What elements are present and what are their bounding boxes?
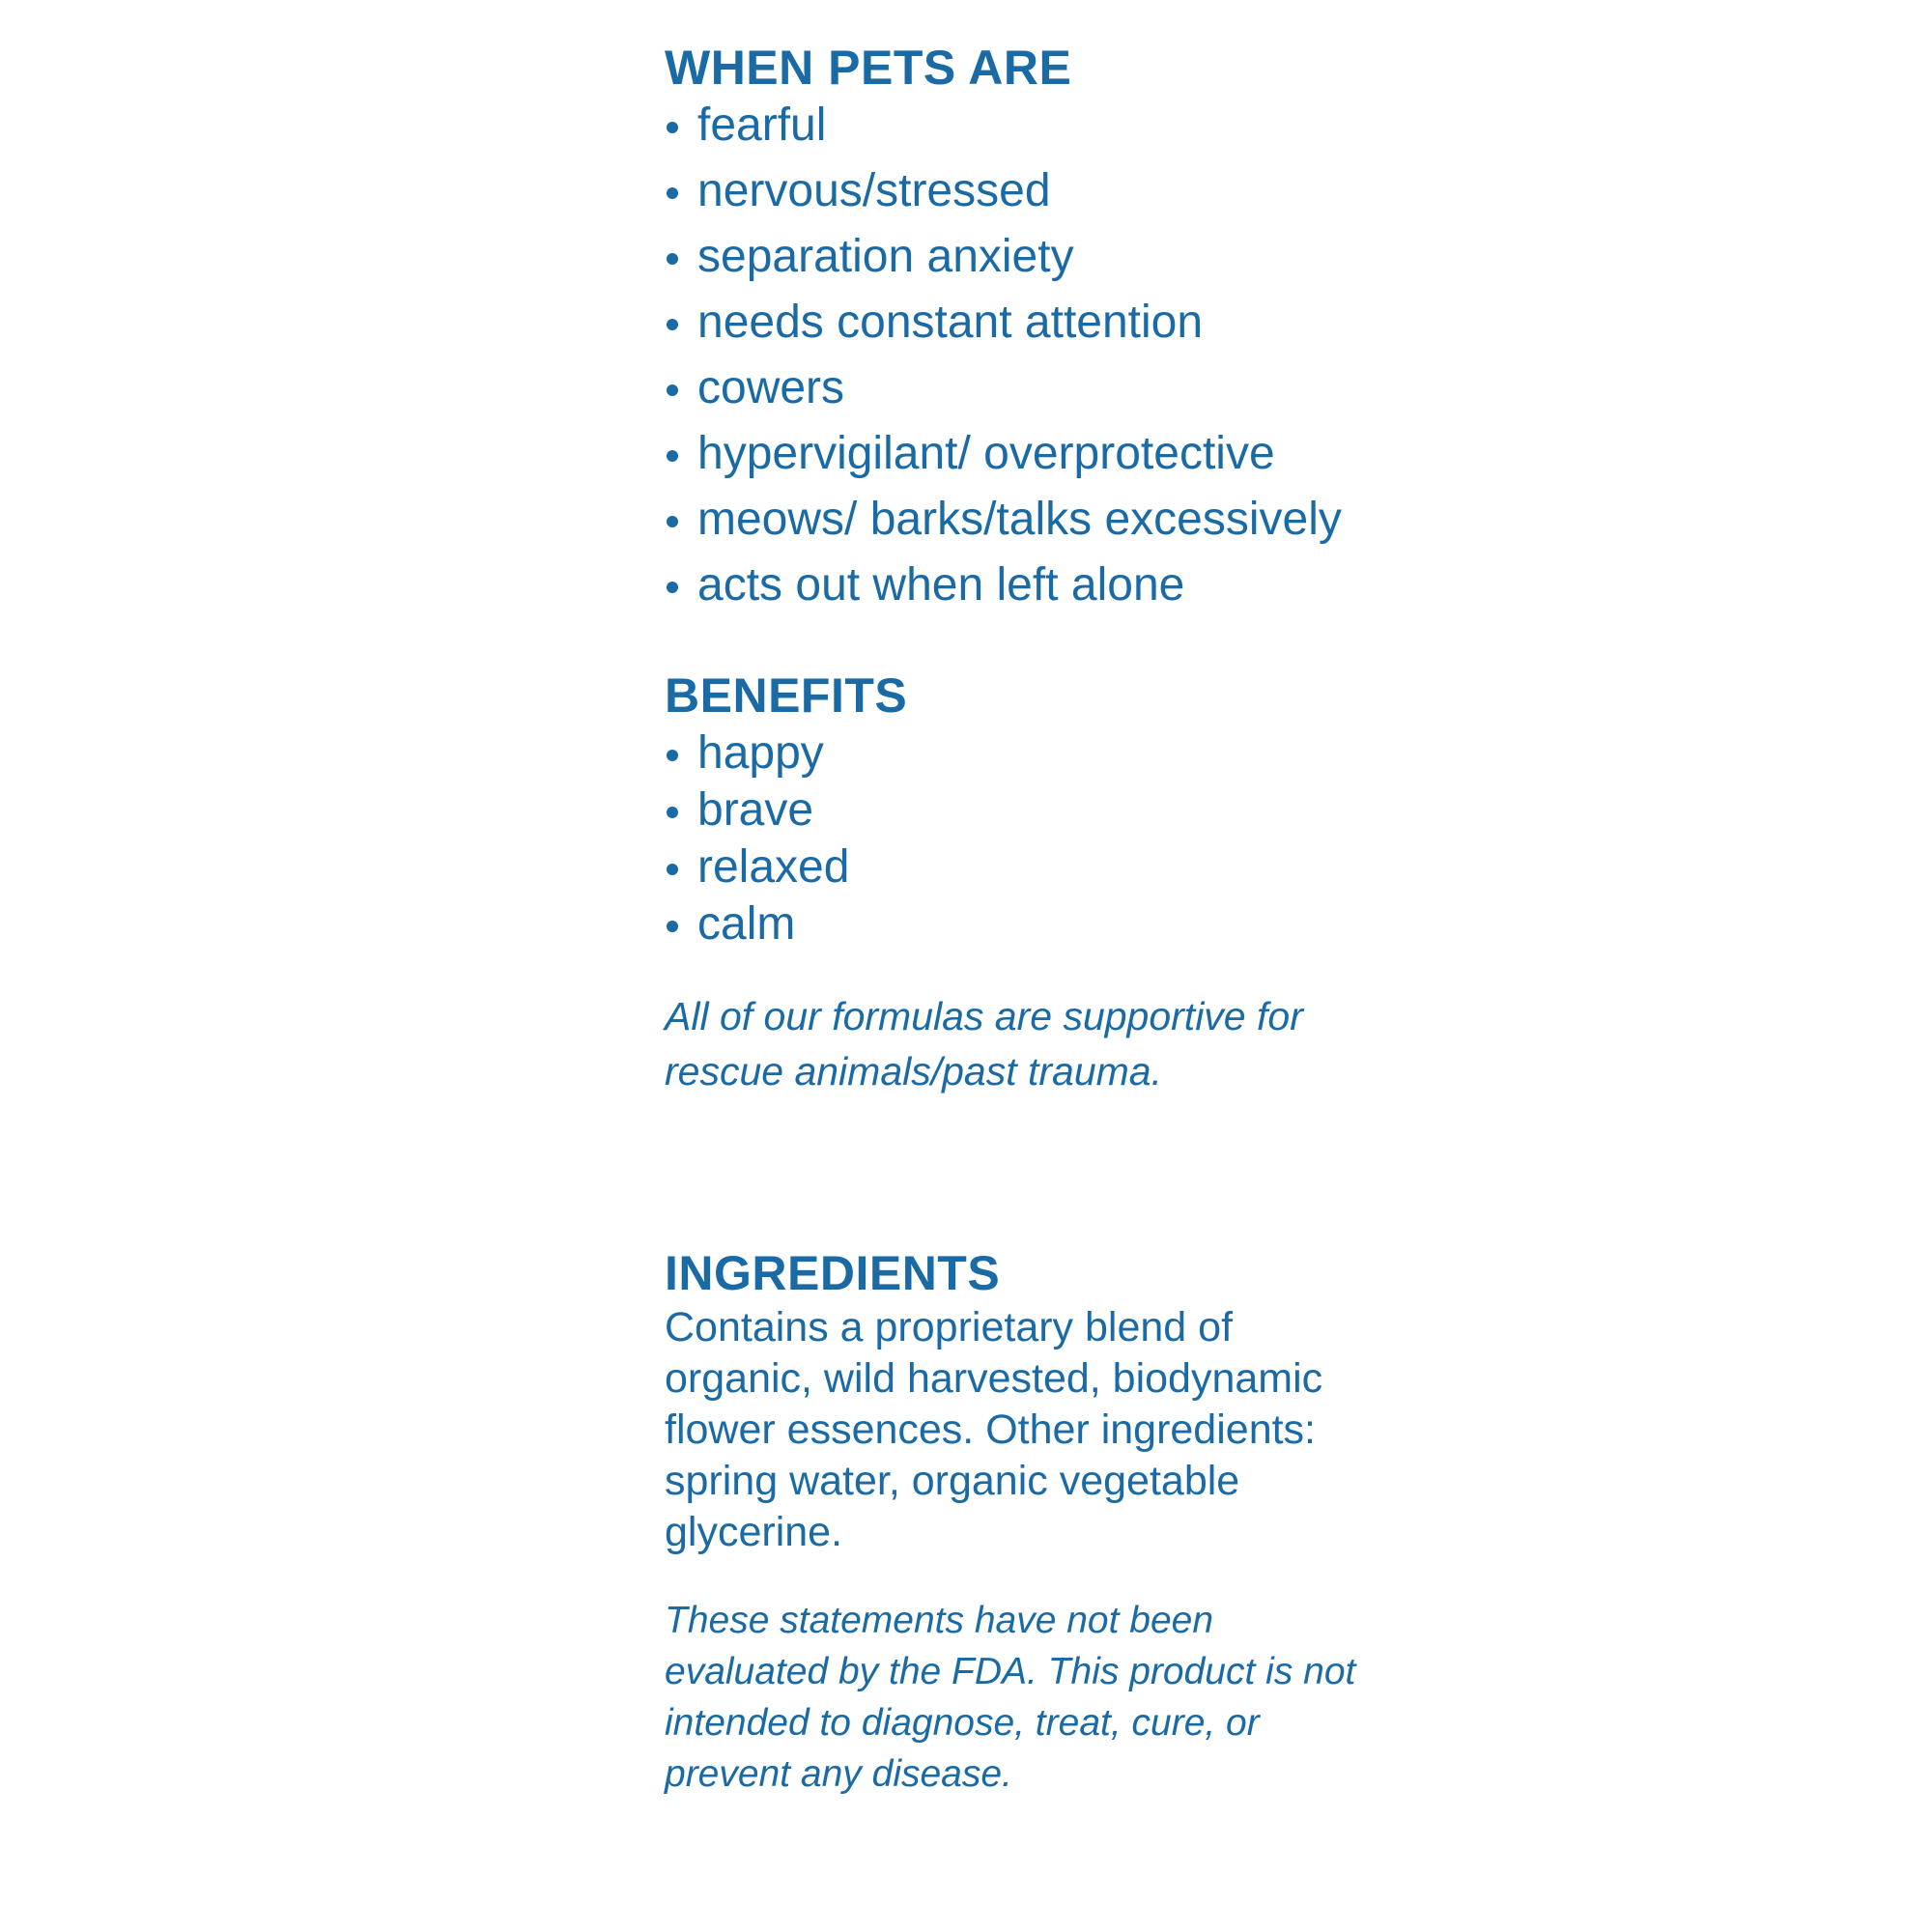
- list-item-text: cowers: [697, 362, 845, 413]
- list-item: [665, 425, 1360, 483]
- list-item: [665, 97, 1360, 155]
- list-item-text: relaxed: [697, 841, 850, 893]
- bullet-icon: [667, 450, 678, 462]
- bullet-icon: [667, 516, 678, 527]
- list-item-text: calm: [697, 898, 796, 950]
- list-item: [665, 228, 1360, 286]
- benefits-heading: BENEFITS: [665, 668, 908, 723]
- list-item-text: meows/ barks/talks excessively: [697, 494, 1342, 545]
- list-item-text: hypervigilant/ overprotective: [697, 428, 1275, 479]
- list-item: [665, 838, 1360, 895]
- benefits-list: [665, 724, 1360, 952]
- fda-disclaimer: These statements have not been evaluated by the FDA. This product is not intended to diagnose, treat, cure, or prevent any disease.: [665, 1600, 1356, 1795]
- list-item-text: happy: [697, 727, 824, 779]
- ingredients-heading: INGREDIENTS: [665, 1246, 1001, 1300]
- bullet-icon: [667, 187, 678, 199]
- bullet-icon: [667, 750, 678, 761]
- bullet-icon: [667, 807, 678, 818]
- rescue-note: All of our formulas are supportive for rescue animals/past trauma.: [665, 994, 1303, 1094]
- list-item: [665, 895, 1360, 952]
- spacer: [665, 622, 1360, 667]
- list-item: [665, 724, 1360, 781]
- list-item-text: needs constant attention: [697, 297, 1204, 348]
- bullet-icon: [667, 864, 678, 875]
- list-item: [665, 359, 1360, 417]
- list-item: [665, 556, 1360, 614]
- when-pets-are-heading: WHEN PETS ARE: [665, 41, 1072, 95]
- bullet-icon: [667, 319, 678, 330]
- ingredients-text: Contains a proprietary blend of organic, wild harvested, biodynamic flower essences. Other ingredients: spring water, organic vegetable glycerine.: [665, 1304, 1323, 1555]
- bullet-icon: [667, 384, 678, 396]
- list-item: [665, 491, 1360, 549]
- list-item: [665, 162, 1360, 220]
- bullet-icon: [667, 122, 678, 133]
- list-item-text: separation anxiety: [697, 231, 1074, 282]
- list-item: [665, 294, 1360, 352]
- when-pets-are-list: [665, 97, 1360, 614]
- bullet-icon: [667, 253, 678, 265]
- bullet-icon: [667, 582, 678, 593]
- product-label-panel: [665, 39, 1360, 1800]
- list-item-text: brave: [697, 784, 814, 836]
- spacer: [665, 1099, 1360, 1244]
- bullet-icon: [667, 921, 678, 932]
- list-item-text: acts out when left alone: [697, 559, 1185, 611]
- list-item: [665, 781, 1360, 838]
- list-item-text: nervous/stressed: [697, 165, 1051, 216]
- list-item-text: fearful: [697, 99, 827, 151]
